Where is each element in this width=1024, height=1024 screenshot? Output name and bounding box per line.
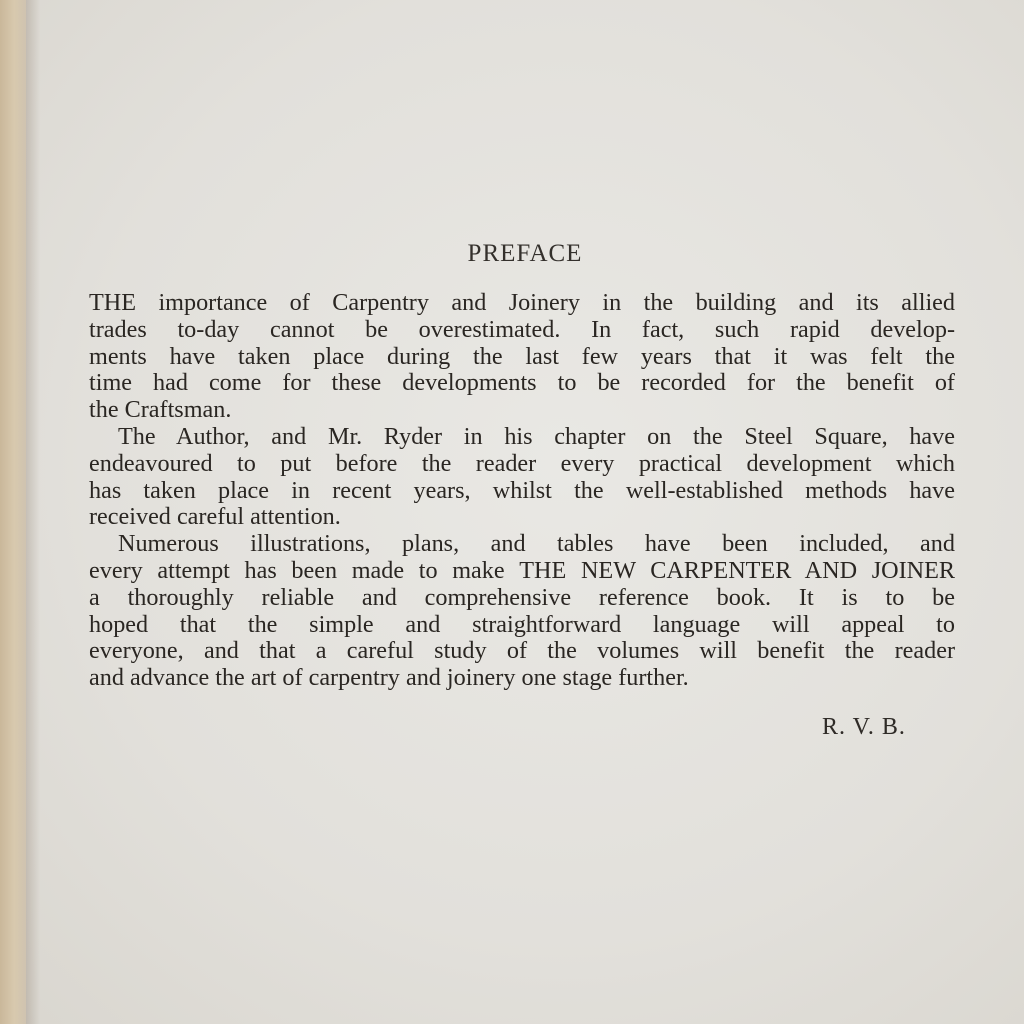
paragraph-3-line-2-text: every attempt has been made to make: [89, 556, 505, 584]
preface-body: [89, 290, 955, 692]
paragraph-1-line-3: ments have taken place during the last few years that it was felt the: [89, 342, 955, 370]
paragraph-3-line-2: [89, 558, 955, 585]
paragraph-2-line-3: has taken place in recent years, whilst the well-established methods have: [89, 476, 955, 504]
paragraph-2-line-1: The Author, and Mr. Ryder in his chapter on the Steel Square, have: [118, 422, 955, 450]
paragraph-3-line-4: hoped that the simple and straightforward language will appeal to: [89, 610, 955, 638]
gutter-shadow: [26, 0, 40, 1024]
paragraph-1-line-4: time had come for these developments to be recorded for the benefit of: [89, 369, 955, 397]
paragraph-2-line-4: received careful attention.: [89, 503, 341, 531]
signature-initials: R. V. B.: [822, 714, 906, 740]
paragraph-3-line-6: and advance the art of carpentry and joinery one stage further.: [89, 664, 689, 692]
paragraph-3-line-3: a thoroughly reliable and comprehensive reference book. It is to be: [89, 583, 955, 611]
book-title: THE NEW CARPENTER AND JOINER: [519, 556, 956, 584]
page-edge: [0, 0, 26, 1024]
page-title: PREFACE: [467, 240, 583, 267]
paragraph-1-line-2: trades to-day cannot be overestimated. In fact, such rapid develop-: [89, 315, 955, 343]
paragraph-2-line-2: endeavoured to put before the reader every practical development which: [89, 449, 955, 477]
paragraph-3-line-1: Numerous illustrations, plans, and tables have been included, and: [118, 530, 955, 558]
paragraph-1-line-1: THE importance of Carpentry and Joinery in the building and its allied: [89, 289, 955, 316]
paragraph-3-line-5: everyone, and that a careful study of the volumes will benefit the reader: [89, 637, 955, 665]
paragraph-1-line-5: the Craftsman.: [89, 396, 232, 424]
